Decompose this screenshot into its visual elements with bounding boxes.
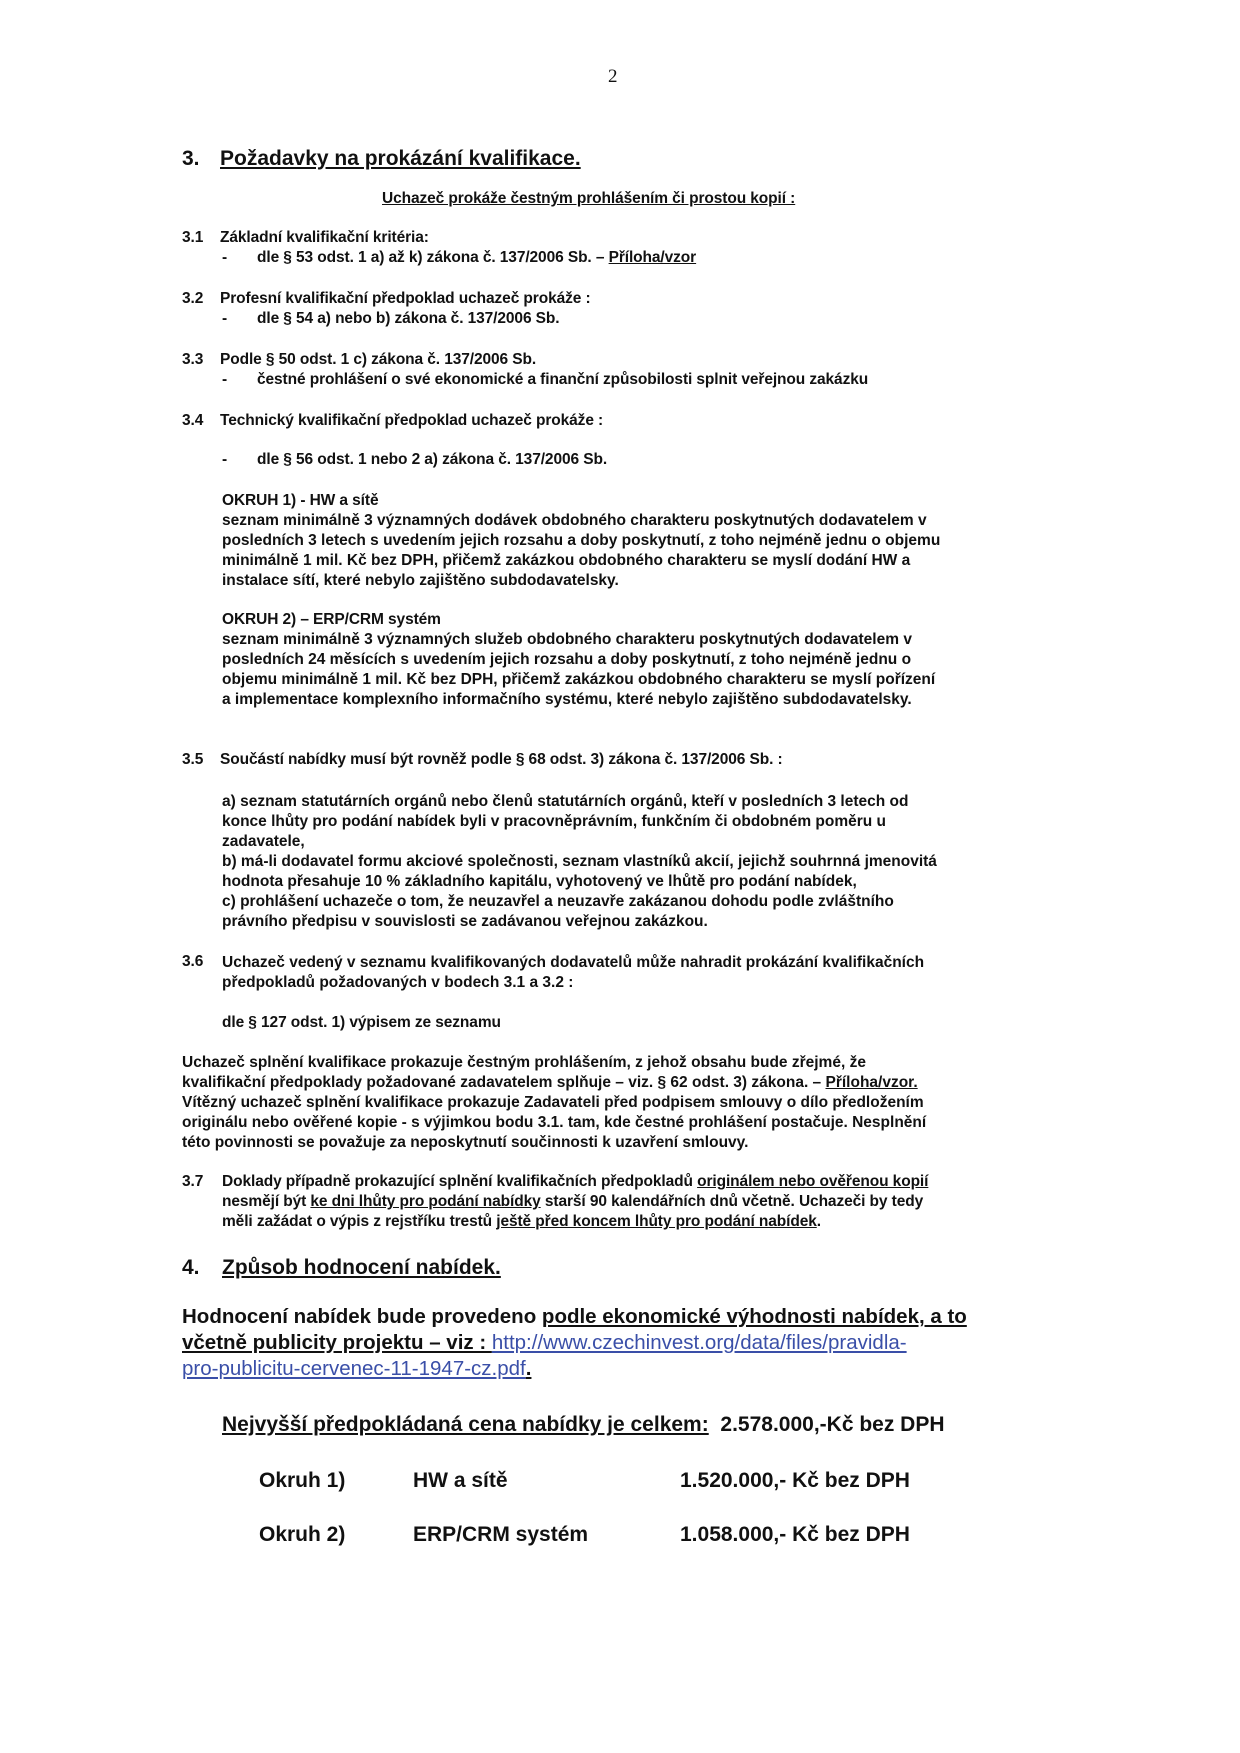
okruh-1-price: 1.520.000,- Kč bez DPH — [680, 1469, 910, 1492]
okruh-1-label: Okruh 1) — [259, 1469, 346, 1492]
okruh-2-label: Okruh 2) — [259, 1523, 346, 1546]
s37-line-1-underlined: originálem nebo ověřenou kopií — [697, 1173, 929, 1190]
s32-title: Profesní kvalifikační předpoklad uchazeč prokáže : — [220, 290, 591, 307]
section-3-number: 3. — [182, 147, 200, 170]
s31-number: 3.1 — [182, 229, 204, 246]
s37-line-3 — [222, 1213, 821, 1231]
s31-item-text: dle § 53 odst. 1 a) až k) zákona č. 137/2006 Sb. – — [257, 249, 605, 266]
s35-title: Součástí nabídky musí být rovněž podle § 68 odst. 3) zákona č. 137/2006 Sb. : — [220, 751, 783, 768]
s31-item — [257, 249, 696, 267]
s33-dash: - — [222, 371, 228, 388]
s34-title: Technický kvalifikační předpoklad uchazeč prokáže : — [220, 412, 604, 429]
s35-list: a) seznam statutárních orgánů nebo členů statutárních orgánů, kteří v posledních 3 letech od konce lhůty pro podání nabídek byli v pracovněprávním, funkčním či obdobném poměru u zadavatele, b) má-li dodavatel formu akciové společnosti, seznam vlastníků akcií, jejichž souhrnná jmenovitá hodnota přesahuje 10 % základního kapitálu, vyhotovený ve lhůtě pro podání nabídek, c) prohlášení uchazeče o tom, že neuzavřel a neuzavře zakázanou dohodu podle zvláštního právního předpisu v souvislosti se zadávanou veřejnou zakázkou. — [222, 793, 937, 930]
evaluation-text: Hodnocení nabídek bude provedeno — [182, 1305, 542, 1328]
qualification-text-a: Uchazeč splnění kvalifikace prokazuje čestným prohlášením, z jehož obsahu bude zřejmé, že kvalifikační předpoklady požadované zadavatelem splňuje – viz. § 62 odst. 3) zákona. – — [182, 1054, 866, 1091]
s36-item: dle § 127 odst. 1) výpisem ze seznamu — [222, 1014, 501, 1031]
section-4-title: Způsob hodnocení nabídek. — [222, 1256, 501, 1279]
publicity-underlined: včetně publicity projektu – viz : — [182, 1331, 492, 1354]
s37-line-1-text: Doklady případně prokazující splnění kvalifikačních předpokladů — [222, 1173, 698, 1190]
publicity-dot: . — [525, 1357, 532, 1380]
publicity-url-link[interactable]: http://www.czechinvest.org/data/files/pravidla- — [491, 1331, 907, 1354]
evaluation-line-3 — [182, 1356, 531, 1382]
s37-line-3-tail: . — [816, 1213, 821, 1230]
page-number: 2 — [608, 66, 618, 87]
qualification-text-b: Vítězný uchazeč splnění kvalifikace prokazuje Zadavateli před podpisem smlouvy o dílo předložením originálu nebo ověřené kopie - s výjimkou bodu 3.1. tam, kde čestné prohlášení postačuje. Nesplnění této povinnosti se považuje za neposkytnutí součinnosti k uzavření smlouvy. — [182, 1094, 927, 1151]
s33-title: Podle § 50 odst. 1 c) zákona č. 137/2006 Sb. — [220, 351, 537, 368]
s37-line-2 — [222, 1193, 923, 1211]
s34-dash: - — [222, 451, 228, 468]
okruh1-text: seznam minimálně 3 významných dodávek obdobného charakteru poskytnutých dodavatelem v posledních 3 letech s uvedením jejich rozsahu a doby poskytnutí, z toho nejméně jednu o objemu minimálně 1 mil. Kč bez DPH, přičemž zakázkou obdobného charakteru se myslí dodání HW a instalace sítí, které nebylo zajištěno subdodavatelsky. — [222, 512, 941, 589]
total-price-value: 2.578.000,-Kč bez DPH — [720, 1413, 945, 1436]
s32-item: dle § 54 a) nebo b) zákona č. 137/2006 Sb. — [257, 310, 560, 327]
evaluation-line-1 — [182, 1304, 967, 1330]
evaluation-underlined: podle ekonomické výhodnosti nabídek, a to — [541, 1305, 967, 1328]
s36-text: Uchazeč vedený v seznamu kvalifikovaných dodavatelů může nahradit prokázání kvalifikačních předpokladů požadovaných v bodech 3.1 a 3.2 : — [222, 954, 925, 991]
s35-number: 3.5 — [182, 751, 204, 768]
total-price-line — [222, 1413, 945, 1437]
s33-number: 3.3 — [182, 351, 204, 368]
s34-item: dle § 56 odst. 1 nebo 2 a) zákona č. 137/2006 Sb. — [257, 451, 608, 468]
okruh1-title: OKRUH 1) - HW a sítě — [222, 492, 379, 509]
okruh-1-name: HW a sítě — [413, 1469, 508, 1492]
section-3-title: Požadavky na prokázání kvalifikace. — [220, 147, 581, 170]
s33-item: čestné prohlášení o své ekonomické a finanční způsobilosti splnit veřejnou zakázku — [257, 371, 869, 388]
evaluation-line-2 — [182, 1330, 907, 1356]
okruh2-title: OKRUH 2) – ERP/CRM systém — [222, 611, 441, 628]
s37-line-1 — [222, 1173, 928, 1191]
okruh2-text: seznam minimálně 3 významných služeb obdobného charakteru poskytnutých dodavatelem v posledních 24 měsících s uvedením jejich rozsahu a doby poskytnutí, z toho nejméně jednu o objemu minimálně 1 mil. Kč bez DPH, přičemž zakázkou obdobného charakteru se myslí pořízení a implementace komplexního informačního systému, které nebylo zajištěno subdodavatelsky. — [222, 631, 936, 708]
s36-number: 3.6 — [182, 953, 204, 970]
s37-line-2-text: nesmějí být — [222, 1193, 311, 1210]
s37-line-3-underlined: ještě před koncem lhůty pro podání nabídek — [496, 1213, 817, 1230]
okruh-2-name: ERP/CRM systém — [413, 1523, 589, 1546]
s37-line-3-text: měli zažádat o výpis z rejstříku trestů — [222, 1213, 497, 1230]
section-3-intro: Uchazeč prokáže čestným prohlášením či prostou kopií : — [382, 190, 796, 207]
s37-line-2-tail: starší 90 kalendářních dnů včetně. Uchazeči by tedy — [540, 1193, 924, 1210]
section-4-number: 4. — [182, 1256, 200, 1279]
s32-dash: - — [222, 310, 228, 327]
publicity-url-link-continued[interactable]: pro-publicitu-cervenec-11-1947-cz.pdf — [182, 1357, 526, 1380]
s31-attachment-link[interactable]: Příloha/vzor — [608, 249, 697, 266]
s37-number: 3.7 — [182, 1173, 204, 1190]
s34-number: 3.4 — [182, 412, 204, 429]
total-price-label: Nejvyšší předpokládaná cena nabídky je celkem: — [222, 1413, 709, 1436]
s31-title: Základní kvalifikační kritéria: — [220, 229, 429, 246]
qualification-paragraph — [182, 1053, 1062, 1153]
s31-dash: - — [222, 249, 228, 266]
s37-line-2-underlined: ke dni lhůty pro podání nabídky — [310, 1193, 541, 1210]
okruh-2-price: 1.058.000,- Kč bez DPH — [680, 1523, 910, 1546]
s32-number: 3.2 — [182, 290, 204, 307]
qualification-attachment-link[interactable]: Příloha/vzor. — [825, 1074, 918, 1091]
